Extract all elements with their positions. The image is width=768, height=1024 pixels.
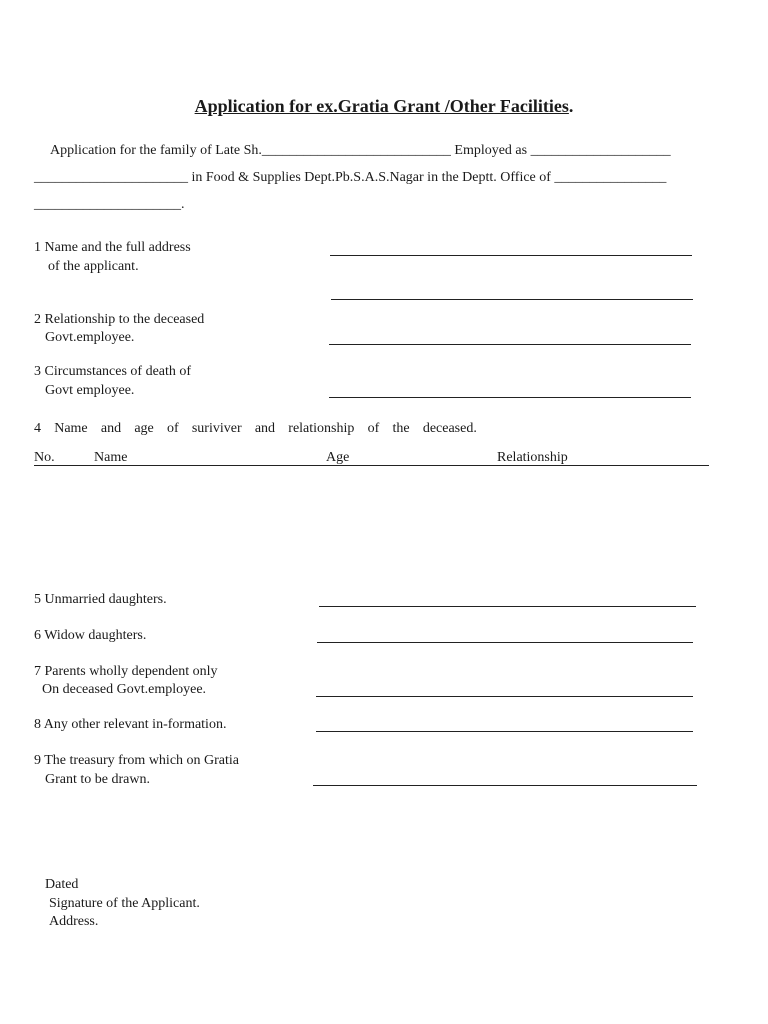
table-header-underline [34,465,709,466]
intro-line-2: ______________________ in Food & Supplies Dept.Pb.S.A.S.Nagar in the Deptt. Office of ________________ [34,170,667,185]
item-7-answer-line [316,696,693,697]
item-1-answer-line-2 [331,299,693,300]
table-header-relationship: Relationship [497,450,568,465]
item-1-label: 1 Name and the full address [34,240,191,255]
item-9-label-cont: Grant to be drawn. [45,772,150,787]
table-header-age: Age [326,450,350,465]
item-4-label: 4 Name and age of suriviver and relationship of the deceased. [34,421,477,436]
item-5-answer-line [319,606,696,607]
footer-signature: Signature of the Applicant. [49,896,200,911]
item-2-answer-line [329,344,691,345]
item-3-label-cont: Govt employee. [45,383,135,398]
item-8-label: 8 Any other relevant in-formation. [34,717,227,732]
intro-line-1: Application for the family of Late Sh.___________________________ Employed as ____________________ [50,143,671,158]
item-5-label: 5 Unmarried daughters. [34,592,167,607]
item-1-label-cont: of the applicant. [48,259,139,274]
item-6-answer-line [317,642,693,643]
footer-address: Address. [49,914,99,929]
item-3-answer-line [329,397,691,398]
intro-line-3: _____________________. [34,197,185,212]
item-2-label: 2 Relationship to the deceased [34,312,205,327]
table-header-no: No. [34,450,55,465]
item-9-answer-line [313,785,697,786]
item-3-label: 3 Circumstances of death of [34,364,192,379]
item-7-label: 7 Parents wholly dependent only [34,664,218,679]
table-header-name: Name [94,450,128,465]
item-1-answer-line-1 [330,255,692,256]
item-2-label-cont: Govt.employee. [45,330,135,345]
page-title: Application for ex.Gratia Grant /Other Facilities. [194,96,574,116]
item-7-label-cont: On deceased Govt.employee. [42,682,207,697]
item-8-answer-line [316,731,693,732]
item-9-label: 9 The treasury from which on Gratia [34,753,240,768]
footer-dated: Dated [45,877,79,892]
item-6-label: 6 Widow daughters. [34,628,147,643]
